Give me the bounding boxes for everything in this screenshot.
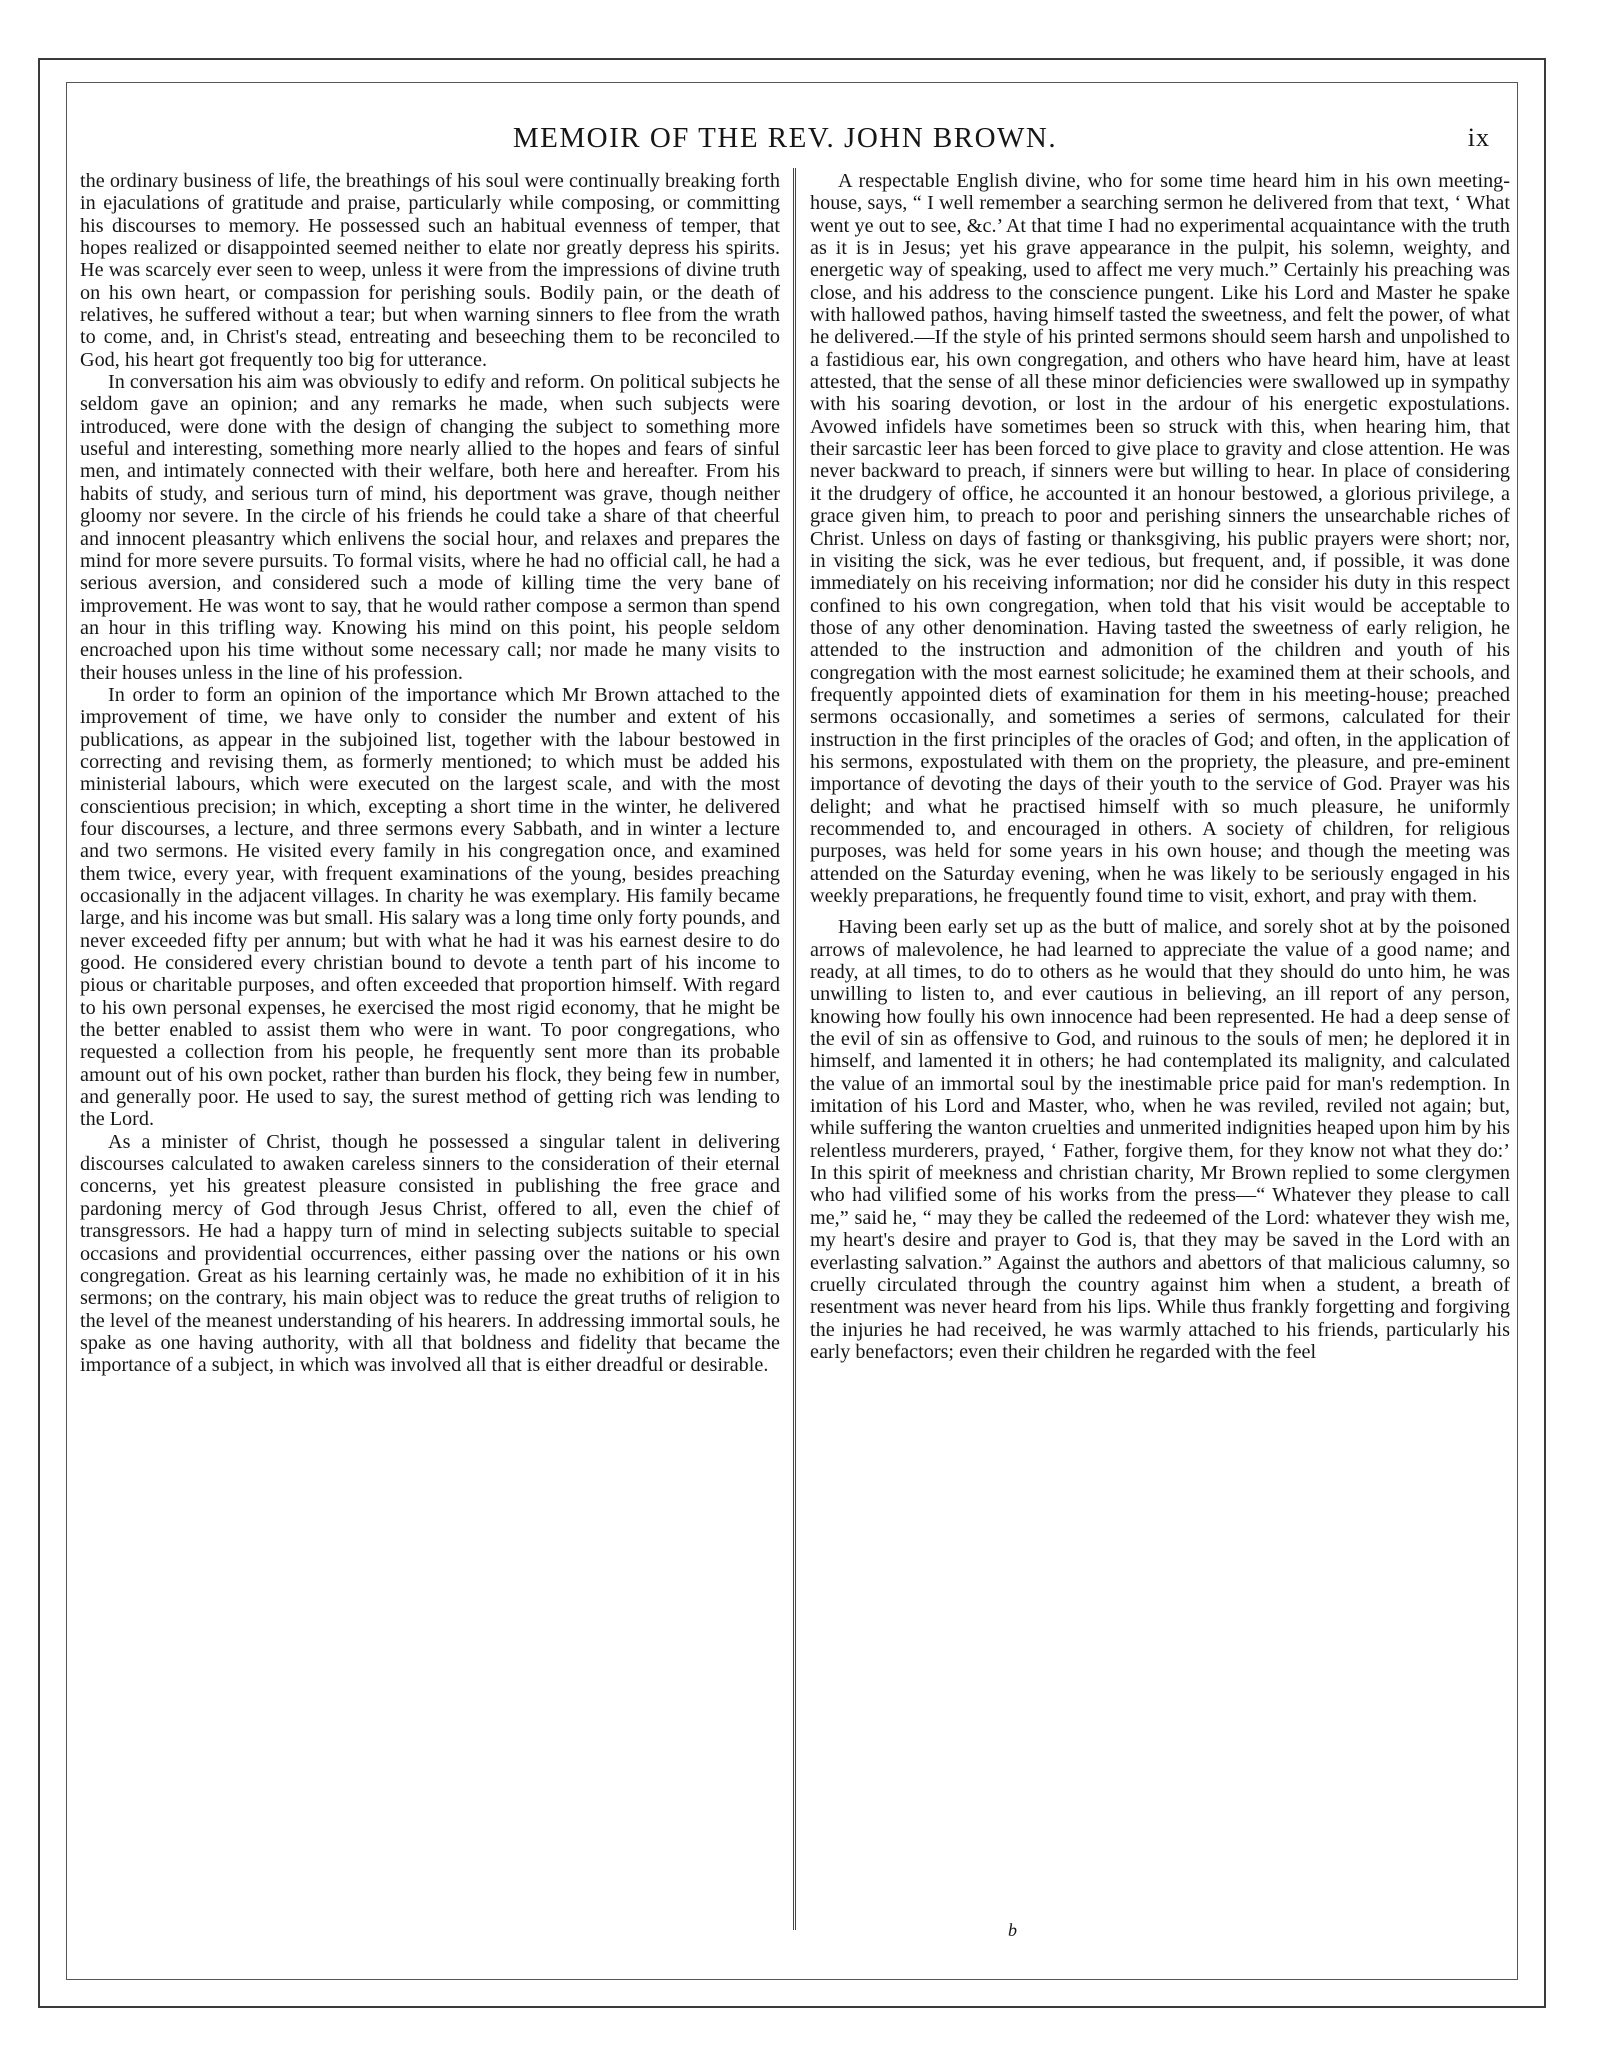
left-column xyxy=(80,170,780,1930)
page-number: ix xyxy=(1467,123,1490,152)
signature-mark: b xyxy=(1008,1920,1017,1940)
paragraph: In order to form an opinion of the importance which Mr Brown attached to the improvement of time, we have only to consider the number and extent of his publications, as appear in the subjoined list, together with the labour bestowed in correcting and revising them, as formerly mentioned; to which must be added his ministerial labours, which were executed on the largest scale, and with the most conscientious precision; in which, excepting a short time in the winter, he delivered four discourses, a lecture, and three sermons every Sabbath, and in winter a lecture and two sermons. He visited every family in his congregation once, and examined them twice, every year, with frequent examinations of the young, besides preaching occasionally in the adjacent villages. In charity he was exemplary. His family became large, and his income was but small. His salary was a long time only forty pounds, and never exceeded fifty per annum; but with what he had it was his earnest desire to do good. He considered every christian bound to devote a tenth part of his income to pious or charitable purposes, and often exceeded that proportion himself. With regard to his own personal expenses, he exercised the most rigid economy, that he might be the better enabled to assist them who were in want. To poor congregations, who requested a collection from his people, he frequently sent more than its probable amount out of his own pocket, rather than burden his flock, they being few in number, and generally poor. He used to say, the surest method of getting rich was lending to the Lord. xyxy=(80,683,780,1131)
paragraph: A respectable English divine, who for some time heard him in his own meeting-house, says, “ I well remember a searching sermon he delivered from that text, ‘ What went ye out to see, &c.’ At that time I had no experimental acquaintance with the truth as it is in Jesus; yet his grave appearance in the pulpit, his solemn, weighty, and energetic way of speaking, used to affect me very much.” Certainly his preaching was close, and his address to the conscience pungent. Like his Lord and Master he spake with hallowed pathos, having himself tasted the sweetness, and felt the power, of what he delivered.—If the style of his printed sermons should seem harsh and unpolished to a fastidious ear, his own congregation, and others who have heard him, have at least attested, that the sense of all these minor deficiencies were swallowed up in sympathy with his soaring devotion, or lost in the ardour of his energetic expostulations. Avowed infidels have sometimes been so struck with this, when hearing him, that their sarcastic leer has been forced to give place to gravity and close attention. He was never backward to preach, if sinners were but willing to hear. In place of considering it the drudgery of office, he accounted it an honour bestowed, a glorious privilege, a grace given him, to preach to poor and perishing sinners the unsearchable riches of Christ. Unless on days of fasting or thanksgiving, his public prayers were short; nor, in visiting the sick, was he ever tedious, but frequent, and, if possible, it was done immediately on his receiving information; nor did he consider his duty in this respect confined to his own congregation, when told that his visit would be acceptable to those of any other denomination. Having tasted the sweetness of early religion, he attended to the instruction and admonition of the children and youth of his congregation with the most earnest solicitude; he examined them at their schools, and frequently appointed diets of examination for them in his meeting-house; preached sermons occasionally, and sometimes a series of sermons, calculated for their instruction in the first principles of the oracles of God; and often, in the application of his sermons, expostulated with them on the propriety, the pleasure, and pre-eminent importance of devoting the days of their youth to the service of God. Prayer was his delight; and what he practised himself with so much pleasure, he uniformly recommended to, and encouraged in others. A society of children, for religious purposes, was held for some years in his own house; and though the meeting was attended on the Saturday evening, when he was likely to be seriously engaged in his weekly preparations, he frequently found time to visit, exhort, and pray with them. xyxy=(810,170,1510,907)
paragraph: Having been early set up as the butt of malice, and sorely shot at by the poisoned arrows of malevolence, he had learned to appreciate the value of a good name; and ready, at all times, to do to others as he would that they should do unto him, he was unwilling to listen to, and ever cautious in believing, an ill report of any person, knowing how foully his own innocence had been represented. He had a deep sense of the evil of sin as offensive to God, and ruinous to the souls of men; he deplored it in himself, and lamented it in others; he had contemplated its malignity, and calculated the value of an immortal soul by the inestimable price paid for man's redemption. In imitation of his Lord and Master, who, when he was reviled, reviled not again; but, while suffering the wanton cruelties and unmerited indignities heaped upon him by his relentless murderers, prayed, ‘ Father, forgive them, for they know not what they do:’ In this spirit of meekness and christian charity, Mr Brown replied to some clergymen who had vilified some of his works from the press—“ Whatever they please to call me,” said he, “ may they be called the redeemed of the Lord: whatever they wish me, my heart's desire and prayer to God is, that they may be saved in the Lord with an everlasting salvation.” Against the authors and abettors of that malicious calumny, so cruelly circulated through the country against him when a student, a breath of resentment was never heard from his lips. While thus frankly forgetting and forgiving the injuries he had received, he was warmly attached to his friends, particularly his early benefactors; even their children he regarded with the feel xyxy=(810,916,1510,1363)
running-header xyxy=(80,118,1490,162)
column-divider xyxy=(793,168,796,1930)
right-column xyxy=(810,170,1510,1930)
page-title: MEMOIR OF THE REV. JOHN BROWN. xyxy=(512,122,1058,154)
paragraph: As a minister of Christ, though he possessed a singular talent in delivering discourses calculated to awaken careless sinners to the consideration of their eternal concerns, yet his greatest pleasure consisted in publishing the free grace and pardoning mercy of God through Jesus Christ, offered to all, even the chief of transgressors. He had a happy turn of mind in selecting subjects suitable to special occasions and providential occurrences, either passing over the nations or his own congregation. Great as his learning certainly was, he made no exhibition of it in his sermons; on the contrary, his main object was to reduce the great truths of religion to the level of the meanest understanding of his hearers. In addressing immortal souls, he spake as one having authority, with all that boldness and fidelity that became the importance of a subject, in which was involved all that is either dreadful or desirable. xyxy=(80,1130,780,1377)
paragraph: the ordinary business of life, the breathings of his soul were continually breaking forth in ejaculations of gratitude and praise, particularly while composing, or committing his discourses to memory. He possessed such an habitual evenness of temper, that hopes realized or disappointed seemed neither to elate nor greatly depress his spirits. He was scarcely ever seen to weep, unless it were from the impressions of divine truth on his own heart, or compassion for perishing souls. Bodily pain, or the death of relatives, he suffered without a tear; but when warning sinners to flee from the wrath to come, and, in Christ's stead, entreating and beseeching them to be reconciled to God, his heart got frequently too big for utterance. xyxy=(80,170,780,371)
paragraph: In conversation his aim was obviously to edify and reform. On political subjects he seldom gave an opinion; and any remarks he made, when such subjects were introduced, were done with the design of changing the subject to something more useful and interesting, something more nearly allied to the hopes and fears of sinful men, and intimately connected with their welfare, both here and hereafter. From his habits of study, and serious turn of mind, his deportment was grave, though neither gloomy nor severe. In the circle of his friends he could take a share of that cheerful and innocent pleasantry which enlivens the social hour, and relaxes and prepares the mind for more severe pursuits. To formal visits, where he had no official call, he had a serious aversion, and considered such a mode of killing time the very bane of improvement. He was wont to say, that he would rather compose a sermon than spend an hour in this trifling way. Knowing his mind on this point, his people seldom encroached upon his time without some necessary call; nor made he many visits to their houses unless in the line of his profession. xyxy=(80,371,780,684)
